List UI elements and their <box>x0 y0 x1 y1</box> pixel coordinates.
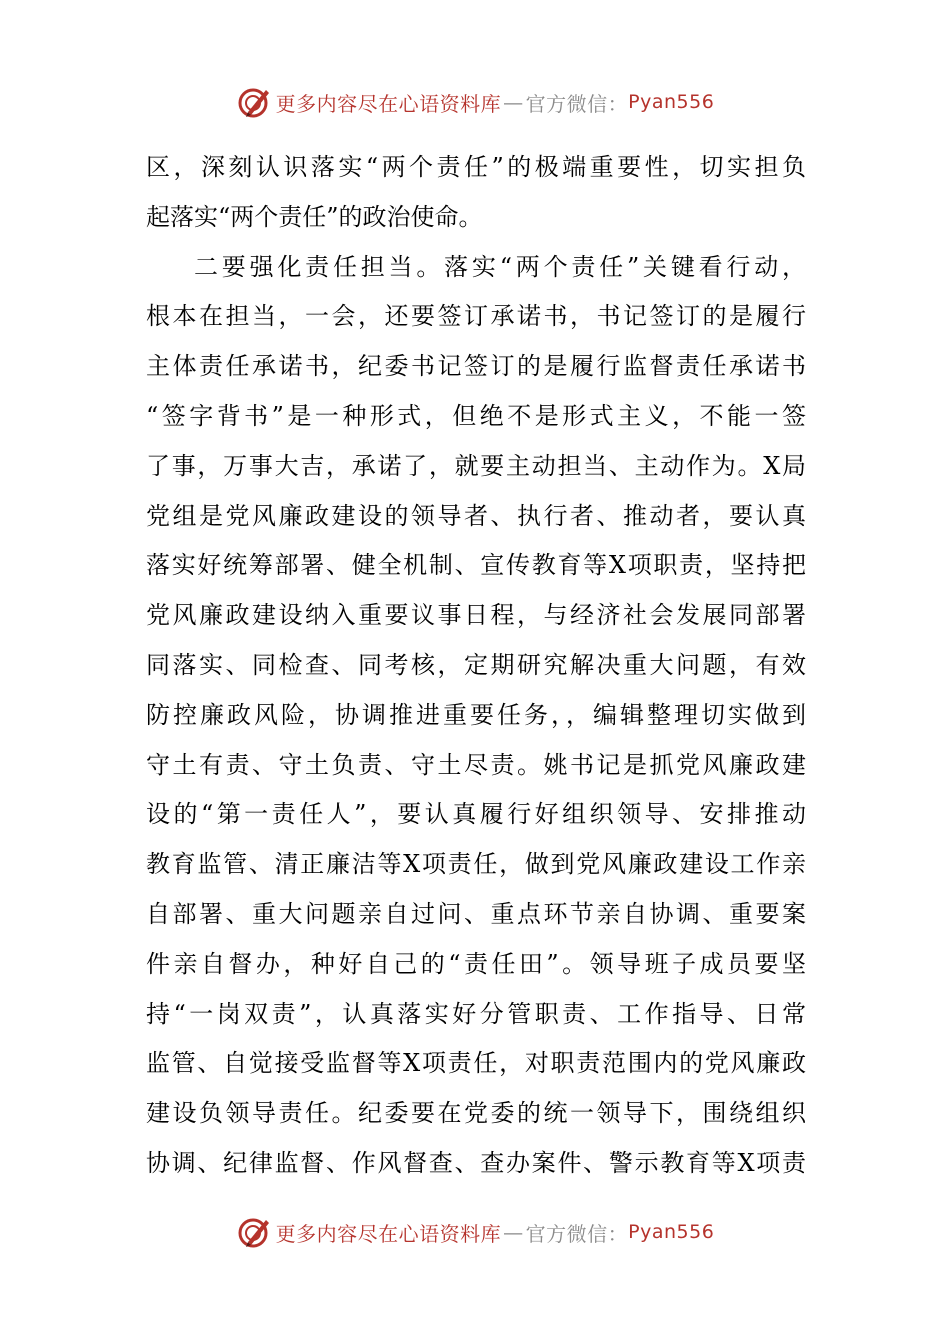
text-line: 同落实、同检查、同考核，定期研究解决重大问题，有效 <box>146 650 806 679</box>
text-line: 了事，万事大吉，承诺了，就要主动担当、主动作为。X局 <box>146 451 806 480</box>
header-banner-text <box>276 88 715 117</box>
footer-banner-text <box>276 1218 715 1247</box>
text-line: 件亲自督办，种好自己的“责任田”。领导班子成员要坚 <box>146 949 806 978</box>
text-line: 区，深刻认识落实“两个责任”的极端重要性，切实担负 <box>146 153 806 181</box>
header-banner-main: 更多内容尽在心语资料库 <box>275 91 502 116</box>
text-line: 二要强化责任担当。落实“两个责任”关键看行动， <box>194 252 806 281</box>
pen-logo-icon <box>236 84 272 120</box>
footer-banner-separator: — <box>503 1220 524 1244</box>
text-line: 党风廉政建设纳入重要议事日程，与经济社会发展同部署 <box>146 601 806 630</box>
footer-banner <box>0 1210 950 1254</box>
text-line: 守土有责、守土负责、守土尽责。姚书记是抓党风廉政建 <box>146 750 806 779</box>
document-body <box>146 143 806 1189</box>
header-banner-separator: — <box>503 90 524 114</box>
footer-banner-wechat-id: Pyan556 <box>628 1221 715 1243</box>
text-line: 落实好统筹部署、健全机制、宣传教育等X项职责，坚持把 <box>146 551 806 580</box>
pen-logo-icon <box>236 1214 272 1250</box>
text-line: 起落实“两个责任”的政治使命。 <box>146 202 483 231</box>
footer-banner-main: 更多内容尽在心语资料库 <box>275 1221 502 1246</box>
text-line: 自部署、重大问题亲自过问、重点环节亲自协调、重要案 <box>146 899 806 928</box>
text-line: 建设负领导责任。纪委要在党委的统一领导下，围绕组织 <box>146 1099 806 1128</box>
text-line: 主体责任承诺书，纪委书记签订的是履行监督责任承诺书 <box>146 352 806 381</box>
text-line: 设的“第一责任人”，要认真履行好组织领导、安排推动 <box>146 800 806 829</box>
text-line: 党组是党风廉政建设的领导者、执行者、推动者，要认真 <box>146 501 806 530</box>
header-banner-wechat-id: Pyan556 <box>628 91 715 113</box>
text-line: 持“一岗双责”，认真落实好分管职责、工作指导、日常 <box>146 999 806 1028</box>
footer-banner-wechat-label: 官方微信： <box>525 1221 629 1246</box>
text-line: 监管、自觉接受监督等X项责任，对职责范围内的党风廉政 <box>146 1049 806 1078</box>
text-line: “签字背书”是一种形式，但绝不是形式主义，不能一签 <box>146 401 806 430</box>
header-banner <box>0 80 950 124</box>
text-line: 根本在担当，一会，还要签订承诺书，书记签订的是履行 <box>146 302 806 331</box>
text-line: 协调、纪律监督、作风督查、查办案件、警示教育等X项责 <box>146 1148 806 1177</box>
header-banner-wechat-label: 官方微信： <box>525 91 629 116</box>
text-line: 防控廉政风险，协调推进重要任务，，编辑整理切实做到 <box>146 700 806 729</box>
text-line: 教育监管、清正廉洁等X项责任，做到党风廉政建设工作亲 <box>146 850 806 879</box>
